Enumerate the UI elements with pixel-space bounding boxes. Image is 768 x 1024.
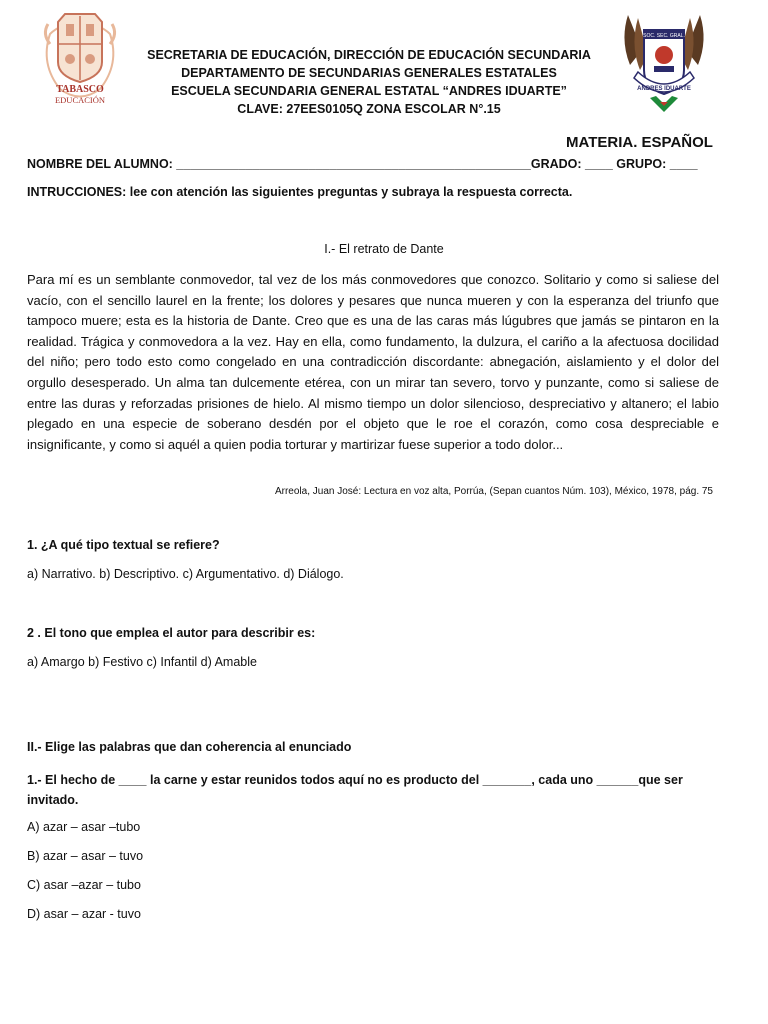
tabasco-education-logo [30, 4, 130, 112]
header-line-departamento: DEPARTAMENTO DE SECUNDARIAS GENERALES ESTATALES [181, 66, 557, 80]
svg-text:ANDRES IDUARTE: ANDRES IDUARTE [637, 86, 691, 92]
instructions-text: lee con atención las siguientes preguntas y subraya la respuesta correcta. [126, 185, 573, 199]
section-2-title: II.- Elige las palabras que dan coherencia al enunciado [27, 740, 352, 754]
header-line-secretaria: SECRETARIA DE EDUCACIÓN, DIRECCIÓN DE EDUCACIÓN SECUNDARIA [147, 48, 591, 62]
svg-text:TABASCO: TABASCO [56, 84, 104, 95]
instructions-label: INTRUCCIONES: [27, 185, 127, 199]
passage-citation: Arreola, Juan José: Lectura en voz alta, Porrúa, (Sepan cuantos Núm. 103), México, 1978, pág. 75 [274, 486, 713, 497]
section-1-title: I.- El retrato de Dante [324, 242, 444, 256]
header-line-escuela: ESCUELA SECUNDARIA GENERAL ESTATAL “ANDRES IDUARTE” [171, 84, 567, 98]
eagle-emblem-icon [620, 10, 708, 115]
section-2-question-1: 1.- El hecho de ____ la carne y estar reunidos todos aquí no es producto del _______, cada uno ______que ser invitado. [27, 773, 683, 807]
school-eagle-emblem [620, 10, 708, 115]
document-header [140, 46, 598, 118]
question-2-options: a) Amargo b) Festivo c) Infantil d) Amable [27, 655, 257, 669]
option-d: D) asar – azar - tuvo [27, 907, 141, 921]
reading-passage: Para mí es un semblante conmovedor, tal vez de los más conmovedores que conozco. Solitario y como si saliese del vacío, con el sencillo laurel en la frente; los dolores y pesares que nunca mueren y con la esperanza del triunfo que tampoco muere; esta es la historia de Dante. Creo que es una de las caras más lúgubres que jamás se pintaron en la realidad. Trágica y conmovedora a la vez. Hay en ella, como fundamento, la dulzura, el cariño a la afectuosa docilidad del niño; pero todo esto como congelado en una contradicción discordante: abnegación, aislamiento y el dolor del orgullo desesperado. Un alma tan dulcemente etérea, con un mirar tan severo, torvo y punzante, como si saliese de entre las duras y reforzadas prisiones de hielo. Al mismo tiempo un dolor silencioso, despreciativo y altanero; el labio plegado en una especie de soberano desdén por el objeto que le roe el corazón, como cosa despreciable e insignificante, y como si aquél a quien podia torturar y martirizar fuese superior a todo dolor... [27, 272, 719, 452]
question-1: 1. ¿A qué tipo textual se refiere? [27, 538, 220, 552]
question-1-options: a) Narrativo. b) Descriptivo. c) Argumentativo. d) Diálogo. [27, 567, 344, 581]
svg-text:SOC. SEC. GRAL.: SOC. SEC. GRAL. [643, 33, 685, 39]
student-info-line: NOMBRE DEL ALUMNO: ___________________________________________________GRADO: ____ GRUPO: ____ [27, 157, 698, 171]
option-c: C) asar –azar – tubo [27, 878, 141, 892]
option-a: A) azar – asar –tubo [27, 820, 141, 834]
instructions [27, 185, 727, 199]
header-line-clave: CLAVE: 27EES0105Q ZONA ESCOLAR N°.15 [237, 102, 501, 116]
tabasco-seal-icon [30, 4, 130, 112]
question-2: 2 . El tono que emplea el autor para describir es: [27, 626, 316, 640]
svg-text:EDUCACIÓN: EDUCACIÓN [54, 95, 106, 105]
option-b: B) azar – asar – tuvo [27, 849, 144, 863]
subject-title: MATERIA. ESPAÑOL [566, 134, 713, 151]
